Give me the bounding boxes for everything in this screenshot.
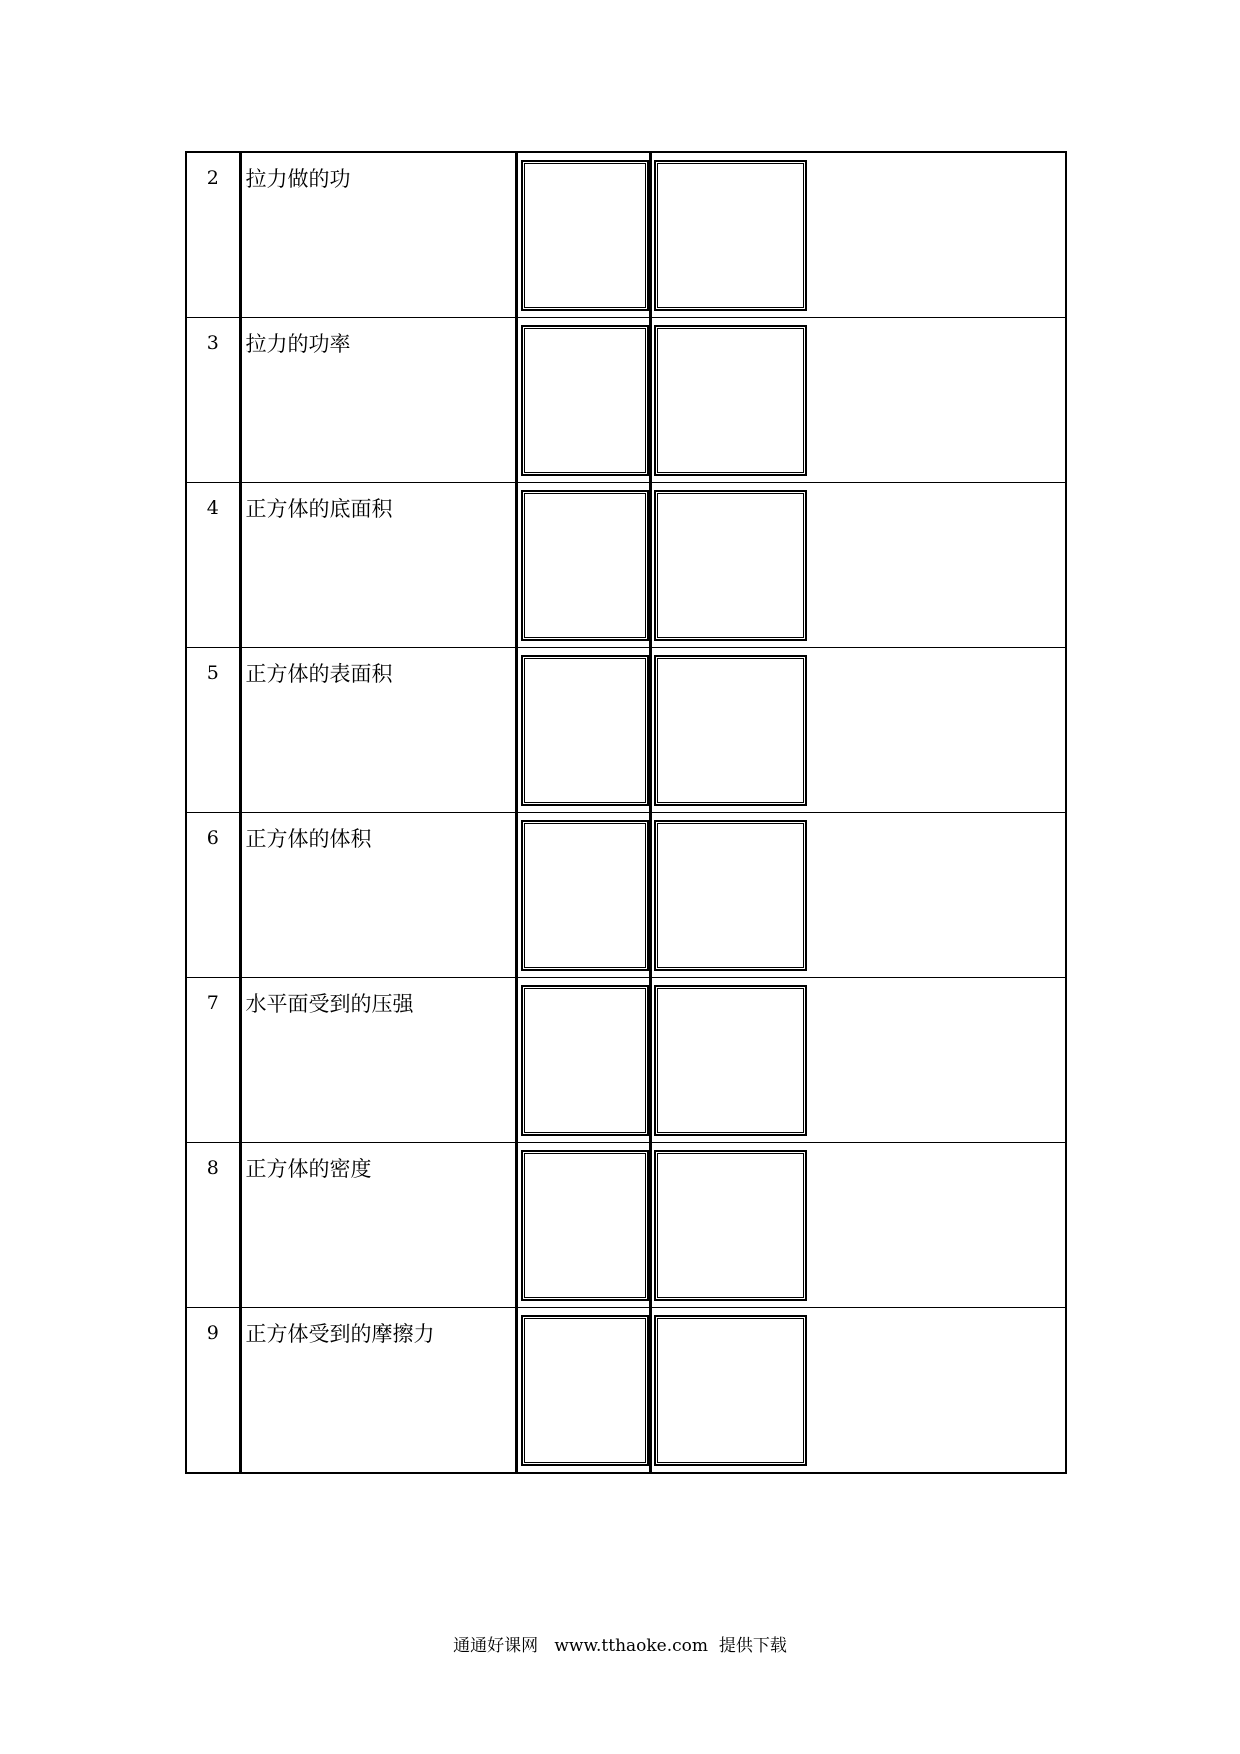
footer-suffix: 提供下载 <box>718 1636 787 1656</box>
quantity-label-cell <box>240 152 516 318</box>
table-row <box>186 813 1066 978</box>
answer-box-1[interactable] <box>521 160 649 311</box>
quantity-label-cell <box>240 483 516 648</box>
row-number-cell <box>186 1308 240 1474</box>
answer-box-1[interactable] <box>521 655 649 806</box>
answer-cell-1 <box>516 978 650 1143</box>
quantity-label: 正方体的表面积 <box>245 662 393 686</box>
quantity-label: 正方体受到的摩擦力 <box>245 1322 435 1346</box>
answer-box-1[interactable] <box>521 820 649 971</box>
answer-cell-2 <box>650 318 1066 483</box>
answer-cell-1 <box>516 318 650 483</box>
answer-box-2[interactable] <box>654 985 807 1136</box>
quantity-label: 正方体的体积 <box>245 827 372 851</box>
table-row <box>186 152 1066 318</box>
answer-cell-1 <box>516 483 650 648</box>
table-row <box>186 978 1066 1143</box>
row-number-cell <box>186 318 240 483</box>
table-row <box>186 1143 1066 1308</box>
row-number-cell <box>186 483 240 648</box>
quantity-label: 正方体的密度 <box>245 1157 372 1181</box>
footer-site-name: 通通好课网 <box>453 1636 539 1656</box>
answer-box-1[interactable] <box>521 1315 649 1466</box>
footer-url: www.tthaoke.com <box>554 1636 709 1656</box>
answer-cell-1 <box>516 1143 650 1308</box>
answer-cell-2 <box>650 813 1066 978</box>
answer-box-1[interactable] <box>521 490 649 641</box>
worksheet-table <box>185 151 1067 1474</box>
row-number-cell <box>186 813 240 978</box>
row-number: 2 <box>206 167 219 189</box>
quantity-label-cell <box>240 813 516 978</box>
quantity-label: 拉力做的功 <box>245 167 351 191</box>
answer-cell-2 <box>650 152 1066 318</box>
row-number: 5 <box>206 662 219 684</box>
answer-box-2[interactable] <box>654 490 807 641</box>
row-number: 3 <box>206 332 219 354</box>
answer-box-1[interactable] <box>521 1150 649 1301</box>
row-number-cell <box>186 648 240 813</box>
row-number: 4 <box>206 497 219 519</box>
answer-cell-1 <box>516 1308 650 1474</box>
row-number: 7 <box>206 992 219 1014</box>
quantity-label: 水平面受到的压强 <box>245 992 414 1016</box>
table-row <box>186 483 1066 648</box>
quantity-label-cell <box>240 1143 516 1308</box>
answer-box-2[interactable] <box>654 1315 807 1466</box>
answer-cell-2 <box>650 978 1066 1143</box>
answer-cell-1 <box>516 813 650 978</box>
worksheet-table-body <box>186 152 1066 1473</box>
quantity-label: 正方体的底面积 <box>245 497 393 521</box>
answer-cell-2 <box>650 1143 1066 1308</box>
answer-box-2[interactable] <box>654 1150 807 1301</box>
page-footer <box>0 1636 1240 1656</box>
answer-cell-2 <box>650 648 1066 813</box>
answer-box-2[interactable] <box>654 325 807 476</box>
row-number: 6 <box>206 827 219 849</box>
row-number: 9 <box>206 1322 219 1344</box>
answer-box-1[interactable] <box>521 985 649 1136</box>
answer-cell-1 <box>516 152 650 318</box>
quantity-label: 拉力的功率 <box>245 332 351 356</box>
quantity-label-cell <box>240 978 516 1143</box>
answer-cell-1 <box>516 648 650 813</box>
answer-box-2[interactable] <box>654 655 807 806</box>
answer-cell-2 <box>650 483 1066 648</box>
row-number-cell <box>186 1143 240 1308</box>
quantity-label-cell <box>240 1308 516 1474</box>
row-number-cell <box>186 152 240 318</box>
quantity-label-cell <box>240 318 516 483</box>
table-row <box>186 648 1066 813</box>
answer-box-2[interactable] <box>654 820 807 971</box>
answer-box-2[interactable] <box>654 160 807 311</box>
answer-cell-2 <box>650 1308 1066 1474</box>
table-row <box>186 1308 1066 1474</box>
row-number: 8 <box>206 1157 219 1179</box>
quantity-label-cell <box>240 648 516 813</box>
answer-box-1[interactable] <box>521 325 649 476</box>
row-number-cell <box>186 978 240 1143</box>
table-row <box>186 318 1066 483</box>
